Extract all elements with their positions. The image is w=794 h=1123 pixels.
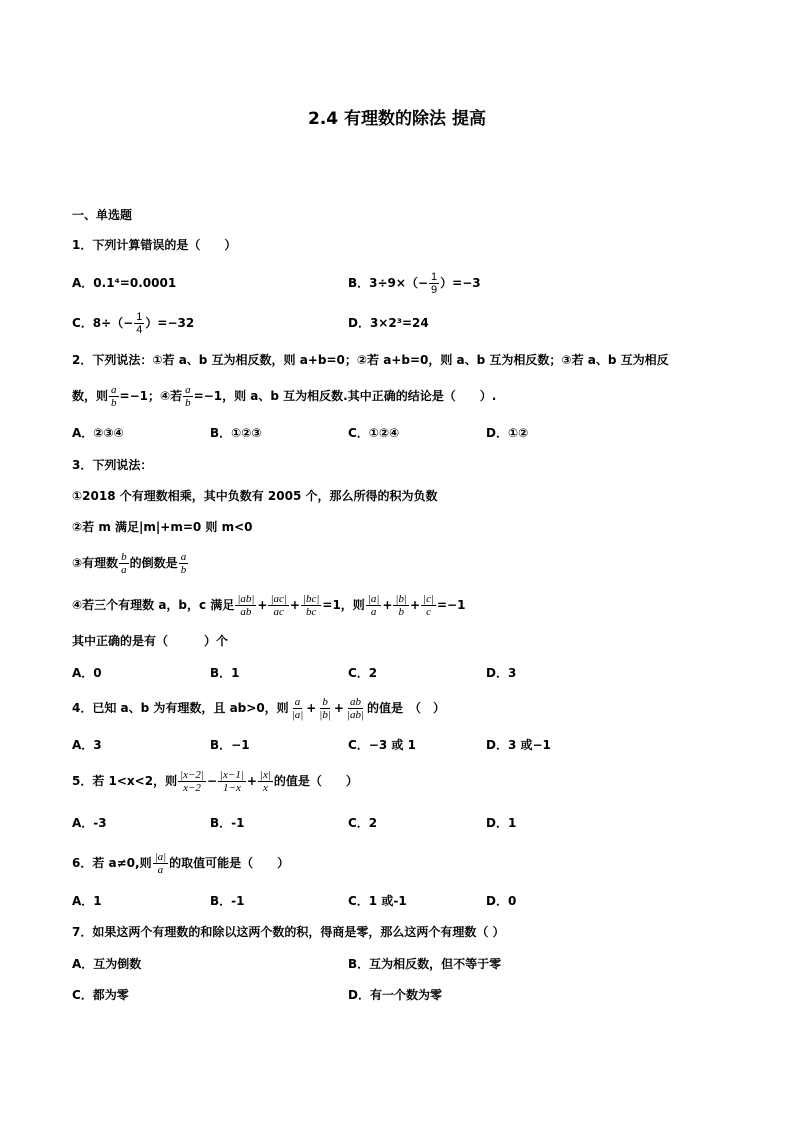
numerator: a <box>185 384 191 396</box>
statement-3 <box>72 546 189 580</box>
option-d: D．①② <box>486 426 529 440</box>
statement-text: =−1 <box>436 598 466 612</box>
stem-text: 的值是 （ ） <box>366 701 445 715</box>
denominator: b <box>398 606 404 618</box>
fraction <box>301 593 321 618</box>
fraction <box>179 551 189 576</box>
stem-text: 4．已知 a、b 为有理数，且 ab>0，则 <box>72 701 289 715</box>
fraction <box>366 593 382 618</box>
denominator: ab <box>240 606 252 618</box>
numerator: b <box>121 551 127 563</box>
fraction <box>290 696 306 721</box>
option-c: C．2 <box>348 666 378 680</box>
option-b: B．-1 <box>210 894 245 908</box>
numerator: |ac| <box>270 593 287 605</box>
option-a: A．3 <box>72 738 102 752</box>
option-c: C．1 或-1 <box>348 894 407 908</box>
numerator: a <box>294 696 301 708</box>
denominator: 1−x <box>223 782 241 794</box>
numerator: |b| <box>395 593 407 605</box>
option-c: C．−3 或 1 <box>348 738 416 752</box>
question-stem: 3．下列说法： <box>72 458 153 472</box>
statement-2: ②若 m 满足|m|+m=0 则 m<0 <box>72 520 253 534</box>
option-d: D．3 <box>486 666 517 680</box>
fraction <box>153 851 169 876</box>
option-a: A．互为倒数 <box>72 957 142 971</box>
denominator: bc <box>305 606 317 618</box>
question-stem-continued <box>72 379 496 413</box>
denominator: |a| <box>291 709 304 721</box>
option-a: A．0.1⁴=0.0001 <box>72 276 177 290</box>
stem-text: 的取值可能是（ ） <box>169 856 290 870</box>
option-b: B．互为相反数，但不等于零 <box>348 957 502 971</box>
numerator: b <box>322 696 328 708</box>
numerator: ab <box>349 696 361 708</box>
numerator: |ab| <box>237 593 255 605</box>
numerator: |bc| <box>302 593 320 605</box>
statement-text: =1，则 <box>322 598 365 612</box>
numerator: |c| <box>423 593 434 605</box>
stem-text: 6．若 a≠0,则 <box>72 856 152 870</box>
denominator: a <box>121 564 127 576</box>
fraction <box>393 593 409 618</box>
fraction <box>218 769 246 794</box>
option-text: B．3÷9×（− <box>348 276 429 290</box>
option-b: B．1 <box>210 666 240 680</box>
page-title: 2.4 有理数的除法 提高 <box>308 109 486 129</box>
stem-text: =−1，则 a、b 互为相反数.其中正确的结论是（ ）. <box>193 389 497 403</box>
numerator: 1 <box>431 271 438 283</box>
option-d: D．0 <box>486 894 517 908</box>
question-stem: 7．如果这两个有理数的和除以这两个数的积，得商是零，那么这两个有理数（ ） <box>72 925 505 939</box>
question-stem: 1．下列计算错误的是（ ） <box>72 238 237 252</box>
statement-4: ④若三个有理数 a，b，c 满足 $\frac{|ab|}{ab}$ + $\frac{|ac|}{ac}$ + $\frac{|bc|}{bc}$ =1，则 $\frac{|a|}{a}$ + $\frac{|b|}{b}$ + $\frac{|c|}{c}$ =−1 <box>72 593 466 618</box>
denominator: a <box>157 864 164 876</box>
numerator: |x| <box>259 769 271 781</box>
fraction <box>345 696 366 721</box>
option-text: ）=−32 <box>145 316 195 330</box>
stem-text: 数，则 <box>72 389 109 403</box>
fraction <box>109 384 119 409</box>
question-stem: 2．下列说法：①若 a、b 互为相反数，则 a+b=0；②若 a+b=0，则 a、b 互为相反数；③若 a、b 互为相反 <box>72 353 669 367</box>
numerator: |x−1| <box>220 769 244 781</box>
option-d: D．3×2³=24 <box>348 316 429 330</box>
numerator: |a| <box>154 851 167 863</box>
denominator: ac <box>273 606 284 618</box>
denominator: a <box>370 606 377 618</box>
fraction <box>235 593 256 618</box>
numerator: 1 <box>136 311 143 323</box>
stem-text: 5．若 1<x<2，则 <box>72 774 178 788</box>
fraction <box>429 271 439 296</box>
option-a: A．-3 <box>72 816 107 830</box>
numerator: a <box>111 384 117 396</box>
denominator: 4 <box>136 324 143 336</box>
option-c: C．2 <box>348 816 378 830</box>
question-stem <box>72 846 289 880</box>
denominator: x−2 <box>183 782 201 794</box>
fraction <box>268 593 288 618</box>
option-d: D．3 或−1 <box>486 738 551 752</box>
numerator: |x−2| <box>180 769 204 781</box>
option-d: D．1 <box>486 816 517 830</box>
option-b: B．-1 <box>210 816 245 830</box>
option-c <box>72 306 194 340</box>
fraction <box>317 696 333 721</box>
fraction <box>183 384 193 409</box>
option-c: C．①②④ <box>348 426 400 440</box>
option-a: A．②③④ <box>72 426 124 440</box>
numerator: a <box>180 551 187 563</box>
numerator: |a| <box>367 593 380 605</box>
fraction <box>258 769 273 794</box>
section-heading: 一、单选题 <box>72 208 133 222</box>
statement-text: ③有理数 <box>72 556 119 570</box>
option-text: C．8÷（− <box>72 316 134 330</box>
fraction <box>119 551 129 576</box>
option-b: B．①②③ <box>210 426 262 440</box>
denominator: b <box>111 397 117 409</box>
fraction <box>421 593 436 618</box>
option-a: A．0 <box>72 666 102 680</box>
denominator: x <box>262 782 268 794</box>
denominator: |ab| <box>346 709 364 721</box>
denominator: b <box>180 564 187 576</box>
stem-text: =−1；④若 <box>119 389 183 403</box>
option-b <box>348 266 481 300</box>
statement-text: 的倒数是 <box>129 556 178 570</box>
stem-text: 的值是（ ） <box>273 774 358 788</box>
denominator: 9 <box>431 284 438 296</box>
option-b: B．−1 <box>210 738 250 752</box>
option-d: D．有一个数为零 <box>348 988 442 1002</box>
option-text: ）=−3 <box>440 276 481 290</box>
option-c: C．都为零 <box>72 988 129 1002</box>
denominator: b <box>185 397 191 409</box>
question-stem: 5．若 1<x<2，则 $\frac{|x-2|}{x-2}$ − $\frac{|x-1|}{1-x}$ + $\frac{|x|}{x}$ 的值是（ ） <box>72 769 358 794</box>
fraction <box>178 769 206 794</box>
statement-1: ①2018 个有理数相乘，其中负数有 2005 个，那么所得的积为负数 <box>72 489 438 503</box>
question-tail: 其中正确的是有（ ）个 <box>72 634 229 648</box>
statement-text: ④若三个有理数 a，b，c 满足 <box>72 598 235 612</box>
option-a: A．1 <box>72 894 102 908</box>
denominator: |b| <box>319 709 331 721</box>
fraction <box>134 311 144 336</box>
denominator: c <box>426 606 431 618</box>
question-stem: 4．已知 a、b 为有理数，且 ab>0，则 $\frac{a}{|a|}$ + $\frac{b}{|b|}$ + $\frac{ab}{|ab|}$ 的值是 （ ） <box>72 696 445 721</box>
